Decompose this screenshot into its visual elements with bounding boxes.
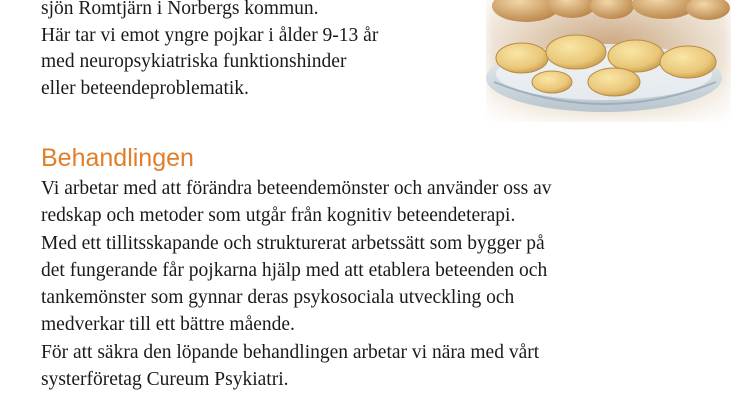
body-line: systerföretag Cureum Psykiatri.	[41, 369, 289, 391]
intro-line: sjön Romtjärn i Norbergs kommun.	[41, 0, 319, 19]
body-line: Vi arbetar med att förändra beteendemönster och använder oss av	[41, 178, 552, 199]
body-line: För att säkra den löpande behandlingen arbetar vi nära med vårt	[41, 341, 540, 363]
cake-stand-illustration	[486, 0, 731, 122]
intro-line: Här tar vi emot yngre pojkar i ålder 9-13 år	[41, 24, 379, 46]
section-body	[41, 175, 741, 393]
intro-line: eller beteendeproblematik.	[41, 77, 249, 99]
intro-paragraph	[41, 0, 481, 102]
food-photo	[486, 0, 731, 122]
body-line: tankemönster som gynnar deras psykosociala utveckling och	[41, 287, 515, 309]
body-line: redskap och metoder som utgår från kognitiv beteendeterapi.	[41, 205, 516, 227]
body-line: det fungerande får pojkarna hjälp med att etablera beteenden och	[41, 259, 548, 281]
body-line: Med ett tillitsskapande och strukturerat arbetssätt som bygger på	[41, 232, 545, 254]
section-heading: Behandlingen	[41, 144, 194, 172]
intro-line: med neuropsykiatriska funktionshinder	[41, 51, 347, 72]
body-line: medverkar till ett bättre mående.	[41, 314, 295, 336]
